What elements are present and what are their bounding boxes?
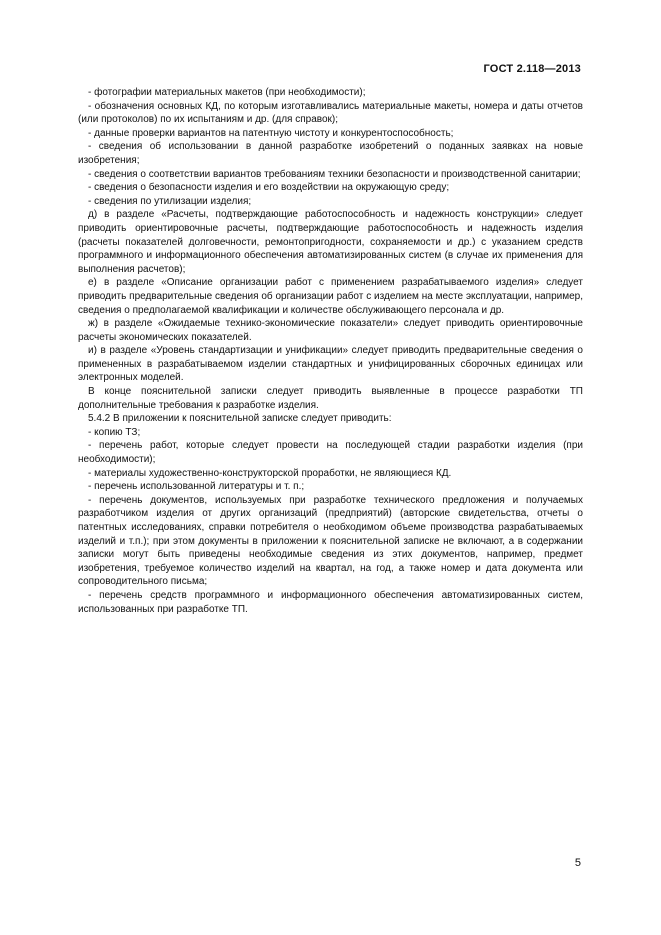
paragraph: - материалы художественно-конструкторской проработки, не являющиеся КД. (88, 467, 452, 479)
document-header: ГОСТ 2.118—2013 (483, 63, 581, 75)
paragraph: - копию ТЗ; (88, 426, 141, 438)
paragraph: - обозначения основных КД, по которым изготавливались материальные макеты, номера и даты отчетов (или протоколов) по их испытаниям и др. (для справок); (78, 100, 583, 126)
paragraph: - фотографии материальных макетов (при необходимости); (88, 87, 366, 98)
paragraph: - сведения о соответствии вариантов требованиям техники безопасности и производственной санитарии; (88, 168, 581, 180)
paragraph: ж) в разделе «Ожидаемые технико-экономические показатели» следует приводить ориентировочные расчеты экономических показателей. (78, 318, 583, 343)
paragraph: 5.4.2 В приложении к пояснительной записке следует приводить: (88, 413, 392, 425)
paragraph: - перечень документов, используемых при разработке технического предложения и получаемых разработчиком изделия от других организаций (предприятий) (авторские свидетельства, отчеты о патентных исследованиях, справки потребителя о необходимом объеме производства разрабатываемых изделий и т.п.); при этом документы в приложении к пояснительной записке не включают, а в содержании записки могут быть приведены необходимые сведения из этих документов, например, предмет изобретения, требуемое количество изделий на квартал, на год, а также номер и дата документа или сопроводительного письма; (78, 494, 583, 588)
paragraph: е) в разделе «Описание организации работ с применением разрабатываемого изделия» следует приводить предварительные сведения об организации работ с изделием на месте эксплуатации, например, сведения о предполагаемой квалификации и количестве обслуживающего персонала и др. (78, 277, 583, 316)
paragraph: В конце пояснительной записки следует приводить выявленные в процессе разработки ТП дополнительные требования к разработке изделия. (78, 386, 583, 411)
paragraph: - сведения об использовании в данной разработке изобретений о поданных заявках на новые изобретения; (78, 141, 583, 166)
document-body (78, 86, 583, 616)
page-number: 5 (574, 857, 581, 869)
paragraph: - данные проверки вариантов на патентную чистоту и конкурентоспособность; (88, 127, 454, 139)
paragraph: и) в разделе «Уровень стандартизации и унификации» следует приводить предварительные сведения о примененных в разрабатываемом изделии стандартных и унифицированных сборочных единицах или электронных моделей. (78, 345, 583, 384)
paragraph: - сведения о безопасности изделия и его воздействии на окружающую среду; (88, 182, 450, 194)
paragraph: - перечень использованной литературы и т. п.; (88, 481, 305, 493)
paragraph: - перечень работ, которые следует провести на последующей стадии разработки изделия (при необходимости); (78, 440, 583, 466)
paragraph: - сведения по утилизации изделия; (88, 195, 252, 207)
paragraph: д) в разделе «Расчеты, подтверждающие работоспособность и надежность конструкции» следует приводить ориентировочные расчеты, подтверждающие работоспособность и надежность изделия (расчеты показателей долговечности, ремонтопригодности, сохраняемости и др.) с указанием средств программного и информационного обеспечения автоматизированных систем (в случае их применения для выполнения расчетов); (78, 209, 583, 275)
paragraph: - перечень средств программного и информационного обеспечения автоматизированных систем, использованных при разработке ТП. (78, 589, 583, 615)
